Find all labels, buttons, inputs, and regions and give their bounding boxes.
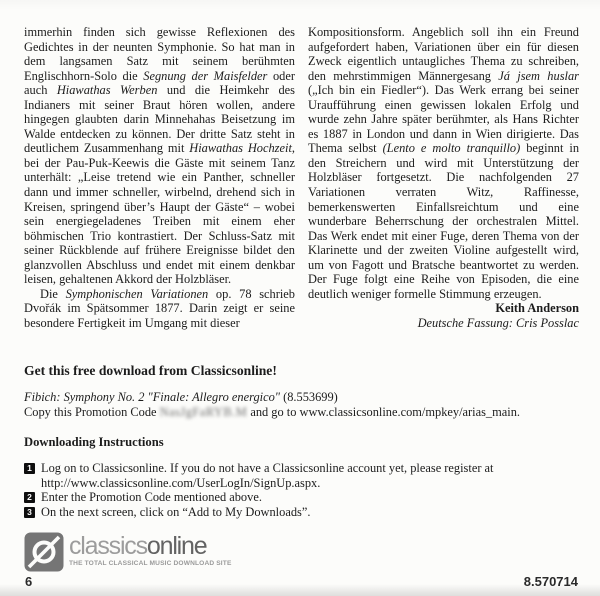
wordmark-classics: classics [69,532,147,561]
instruction-step-3 [24,505,579,520]
step-number-badge: 3 [24,507,35,518]
paragraph: Die Symphonischen Variationen op. 78 schrieb Dvořák im Spätsommer 1877. Darin zeigt er seine besondere Fertigkeit im Umgang mit dieser [24,286,295,330]
classicsonline-wordmark [69,533,232,559]
classicsonline-logo-icon [24,532,64,572]
promo-track-line: Fibich: Symphony No. 2 "Finale: Allegro energico" (8.553699) [24,390,338,405]
promo-code-line: Copy this Promotion Code NasJgFaRYB.M and go to www.classicsonline.com/mpkey/arias_main. [24,405,520,420]
step-number-badge: 1 [24,463,35,474]
translation-credit: Deutsche Fassung: Cris Posslac [417,315,579,330]
step-text: Enter the Promotion Code mentioned above. [41,490,262,505]
wordmark-online: online [146,532,207,561]
right-column [308,25,579,330]
left-column [24,25,295,330]
instruction-steps [24,461,579,519]
instructions-heading: Downloading Instructions [24,435,164,450]
page-number: 6 [25,574,33,589]
liner-notes-text [24,25,579,330]
instruction-step-2 [24,490,579,505]
logo-tagline: THE TOTAL CLASSICAL MUSIC DOWNLOAD SITE [69,560,232,568]
classicsonline-logo [24,532,579,572]
classicsonline-wordmark-block [69,532,232,567]
author-credit: Keith Anderson [495,301,579,316]
promo-heading: Get this free download from Classicsonline! [24,363,277,379]
step-text: On the next screen, click on “Add to My Downloads”. [41,504,311,519]
paragraph: immerhin finden sich gewisse Reflexionen des Gedichtes in der neunten Symphonie. So hat man in dem langsamen Satz mit seinem berühmten Englischhorn-Solo die Segnung der Maisfelder oder auch Hiawathas Werben und die Heimkehr des Indianers mit seiner Braut hören wollen, andere hingegen glaubten darin Minnehahas Beisetzung im Walde entdecken zu können. Der dritte Satz steht in deutlichem Zusammenhang mit Hiawathas Hochzeit, bei der Pau-Puk-Keewis die Gäste mit seinem Tanz unterhält: „Leise tretend wie ein Panther, schneller dann und immer schneller, wirbelnd, drehend sich in Kreisen, springend über’s Haupt der Gäste“ – wobei sein energiegeladenes Treiben mit einem eher böhmischen Trio kontrastiert. Der Schluss-Satz mit seiner Rückblende auf frühere Ereignisse bildet den glanzvollen Abschluss und endet mit einem denkbar leisen, gehaltenen Akkord der Holzbläser. [24,25,295,287]
step-text: Log on to Classicsonline. If you do not have a Classicsonline account yet, please register at http://www.classicsonline.com/UserLogIn/SignUp.aspx. [41,461,494,490]
instruction-step-1 [24,461,579,490]
catalog-number: 8.570714 [523,574,578,589]
step-number-badge: 2 [24,492,35,503]
paragraph: Kompositionsform. Angeblich soll ihn ein Freund aufgefordert haben, Variationen über ein für diesen Zweck eigentlich untaugliches Thema zu schreiben, den mehrstimmigen Männergesang Já jsem huslar („Ich bin ein Fiedler“). Das Werk errang bei seiner Uraufführung einen gewissen lokalen Erfolg und wurde zehn Jahre später berühmter, als Hans Richter es 1887 in London und dann in Wien dirigierte. Das Thema selbst (Lento e molto tranquillo) beginnt in den Streichern und wird mit Unterstützung der Holzbläser fortgesetzt. Die nachfolgenden 27 Variationen verraten Witz, Raffinesse, bemerkenswerten Einfallsreichtum und eine wunderbare Beherrschung der orchestralen Mittel. Das Werk endet mit einer Fuge, deren Thema von der Klarinette und der zweiten Violine aufgestellt wird, um von Fagott und Bratsche beantwortet zu werden. Der Fuge folgt eine Reihe von Episoden, die eine deutlich weniger formelle Stimmung erzeugen. [308,25,580,301]
